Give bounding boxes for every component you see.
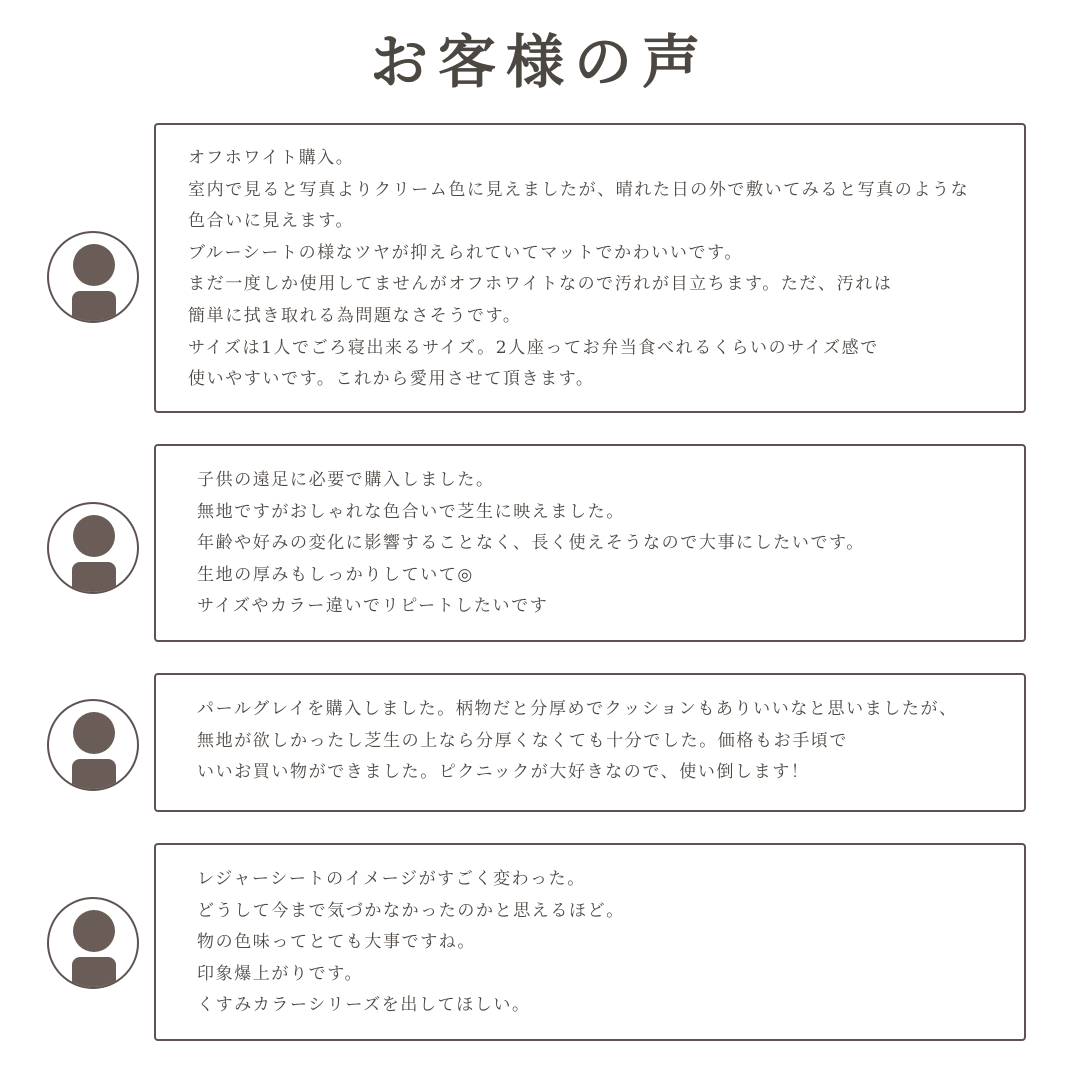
avatar-icon	[47, 699, 139, 791]
review-line: レジャーシートのイメージがすごく変わった。	[197, 869, 586, 889]
review-line: 使いやすいです。これから愛用させて頂きます。	[188, 369, 595, 390]
review-line: ブルーシートの様なツヤが抑えられていてマットでかわいいです。	[188, 242, 743, 263]
review-line: 無地ですがおしゃれな色合いで芝生に映えました。	[197, 501, 625, 522]
avatar-body-shape	[72, 957, 116, 989]
avatar-body-shape	[72, 291, 116, 323]
review-line: まだ一度しか使用してませんがオフホワイトなので汚れが目立ちます。ただ、汚れは	[188, 274, 893, 295]
avatar-body-shape	[72, 562, 116, 594]
review-card-2	[154, 444, 1026, 642]
review-line: パールグレイを購入しました。柄物だと分厚めでクッションもありいいなと思いましたが、	[197, 699, 958, 719]
avatar-icon	[47, 231, 139, 323]
review-line: 印象爆上がりです。	[197, 963, 364, 984]
review-line: 年齢や好みの変化に影響することなく、長く使えそうなので大事にしたいです。	[197, 533, 865, 554]
review-line: 生地の厚みもしっかりしていて◎	[197, 564, 474, 585]
review-line: 色合いに見えます。	[188, 211, 355, 232]
review-card-1	[154, 123, 1026, 413]
review-line: オフホワイト購入。	[188, 148, 355, 168]
avatar-head-shape	[73, 515, 115, 557]
avatar-icon	[47, 897, 139, 989]
avatar-icon	[47, 502, 139, 594]
avatar-head-shape	[73, 910, 115, 952]
review-line: いいお買い物ができました。ピクニックが大好きなので、使い倒します！	[197, 762, 810, 783]
review-line: 物の色味ってとても大事ですね。	[197, 932, 476, 953]
avatar-body-shape	[72, 759, 116, 791]
avatar-head-shape	[73, 712, 115, 754]
review-line: くすみカラーシリーズを出してほしい。	[197, 995, 531, 1016]
review-line: サイズやカラー違いでリピートしたいです	[197, 596, 549, 617]
review-line: 室内で見ると写真よりクリーム色に見えましたが、晴れた日の外で敷いてみると写真のような	[188, 179, 970, 200]
review-line: 無地が欲しかったし芝生の上なら分厚くなくても十分でした。価格もお手頃で	[197, 730, 848, 751]
review-line: どうして今まで気づかなかったのかと思えるほど。	[197, 900, 625, 921]
review-line: 子供の遠足に必要で購入しました。	[197, 470, 495, 490]
avatar-head-shape	[73, 244, 115, 286]
review-line: サイズは1人でごろ寝出来るサイズ。2人座ってお弁当食べれるくらいのサイズ感で	[188, 337, 879, 358]
page-title: お客様の声	[369, 28, 710, 96]
review-line: 簡単に拭き取れる為問題なさそうです。	[188, 305, 522, 326]
review-card-4	[154, 843, 1026, 1041]
review-card-3	[154, 673, 1026, 812]
